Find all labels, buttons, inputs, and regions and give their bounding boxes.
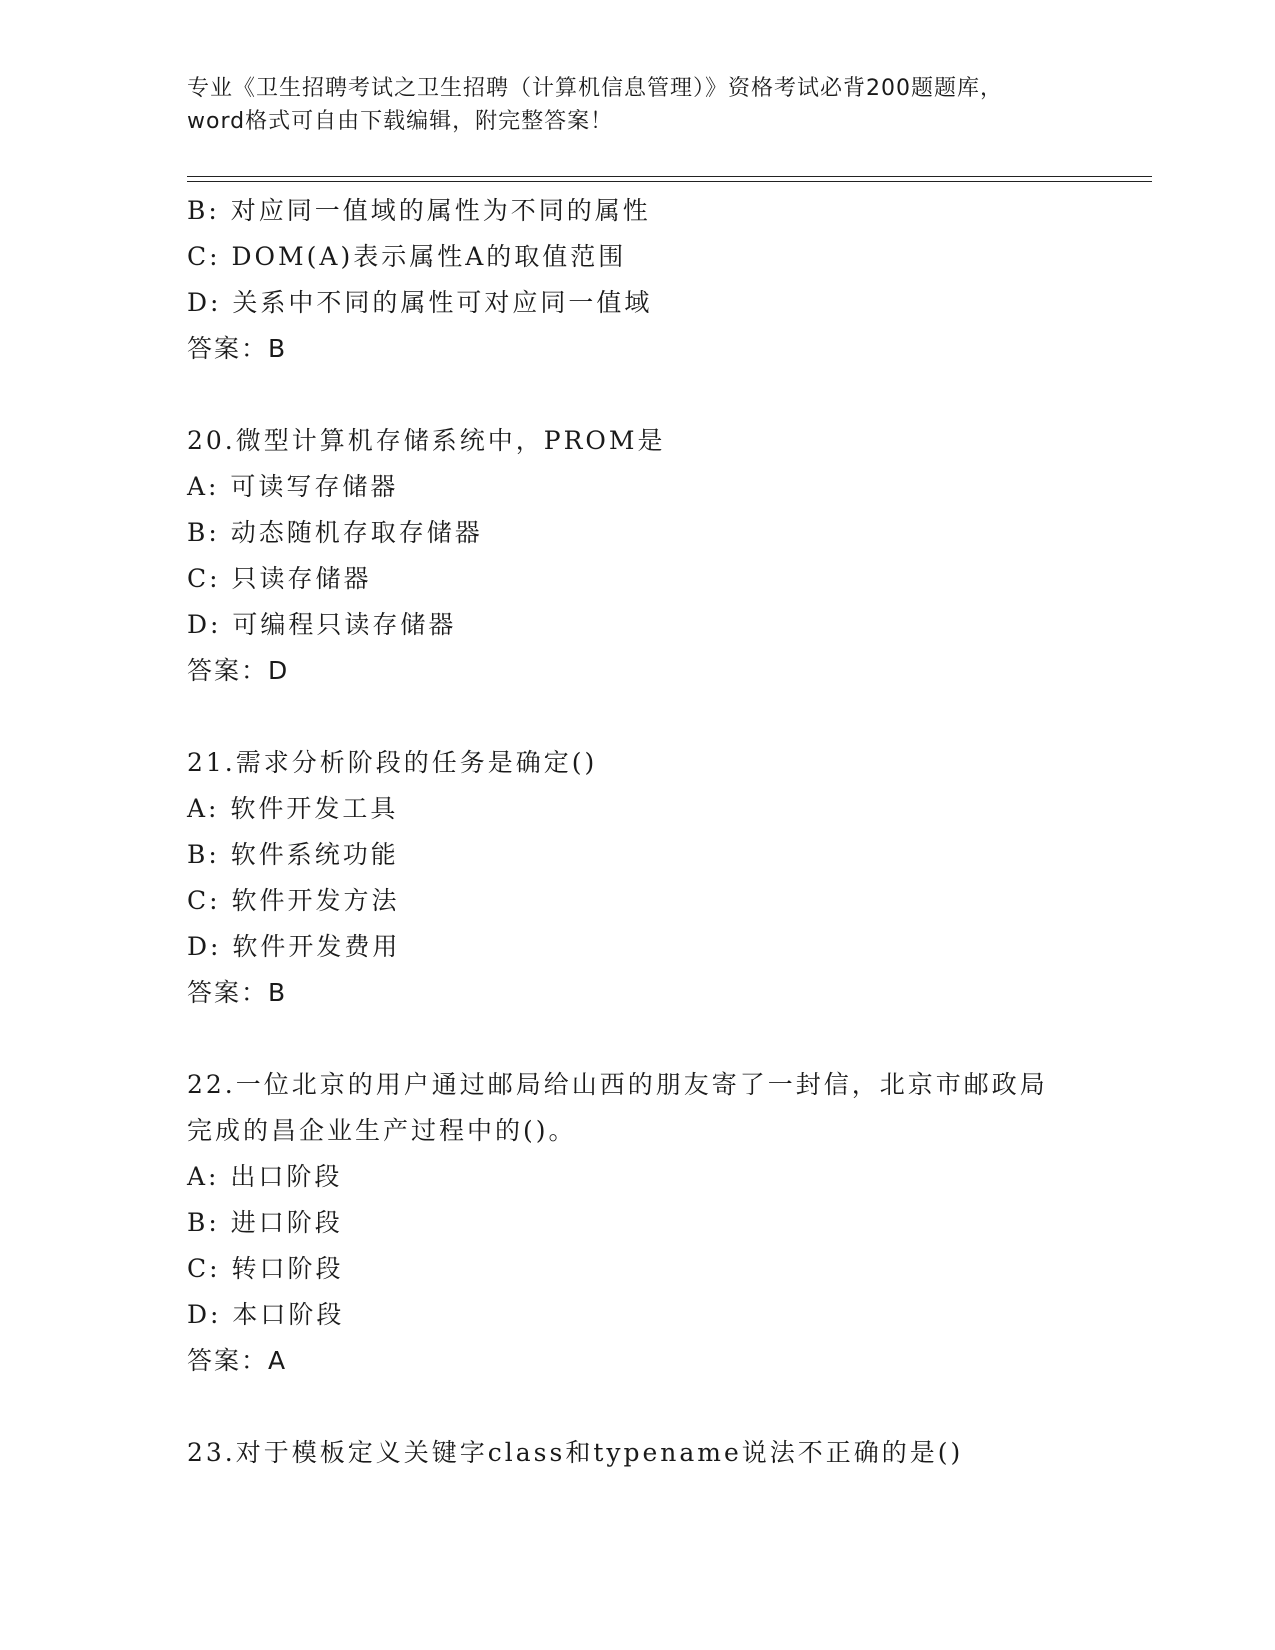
question-19-continued [187, 188, 1087, 372]
option-a: A: 出口阶段 [187, 1162, 343, 1191]
spacer [187, 694, 1087, 740]
question-23 [187, 1430, 1087, 1476]
question-stem: 20.微型计算机存储系统中，PROM是 [187, 426, 666, 455]
option-a: A: 软件开发工具 [187, 794, 399, 823]
option-d: D: 软件开发费用 [187, 932, 401, 961]
answer: 答案：B [187, 334, 288, 363]
option-c: C: 转口阶段 [187, 1254, 344, 1283]
option-b: B: 软件系统功能 [187, 840, 399, 869]
question-20 [187, 418, 1087, 694]
spacer [187, 1384, 1087, 1430]
header-line-2: word格式可自由下载编辑，附完整答案！ [187, 109, 614, 134]
answer: 答案：D [187, 656, 290, 685]
question-list [187, 188, 1087, 1476]
option-d: D: 关系中不同的属性可对应同一值域 [187, 288, 653, 317]
option-c: C: 软件开发方法 [187, 886, 400, 915]
question-21 [187, 740, 1087, 1016]
question-stem: 21.需求分析阶段的任务是确定() [187, 748, 598, 777]
option-d: D: 可编程只读存储器 [187, 610, 457, 639]
header-divider-bottom [187, 181, 1152, 182]
header-divider-top [187, 176, 1152, 177]
option-a: A: 可读写存储器 [187, 472, 399, 501]
question-stem: 23.对于模板定义关键字class和typename说法不正确的是() [187, 1438, 964, 1467]
spacer [187, 1016, 1087, 1062]
spacer [187, 372, 1087, 418]
document-header [187, 72, 1087, 138]
header-line-1: 专业《卫生招聘考试之卫生招聘（计算机信息管理）》资格考试必背200题题库， [187, 76, 1003, 101]
option-c: C: 只读存储器 [187, 564, 372, 593]
question-stem-line-2: 完成的昌企业生产过程中的()。 [187, 1116, 577, 1145]
option-b: B: 进口阶段 [187, 1208, 343, 1237]
answer: 答案：B [187, 978, 288, 1007]
question-22 [187, 1062, 1087, 1384]
option-c: C: DOM(A)表示属性A的取值范围 [187, 242, 627, 271]
option-d: D: 本口阶段 [187, 1300, 345, 1329]
answer: 答案：A [187, 1346, 288, 1375]
option-b: B: 对应同一值域的属性为不同的属性 [187, 196, 651, 225]
option-b: B: 动态随机存取存储器 [187, 518, 483, 547]
question-stem-line-1: 22.一位北京的用户通过邮局给山西的朋友寄了一封信，北京市邮政局 [187, 1070, 1048, 1099]
